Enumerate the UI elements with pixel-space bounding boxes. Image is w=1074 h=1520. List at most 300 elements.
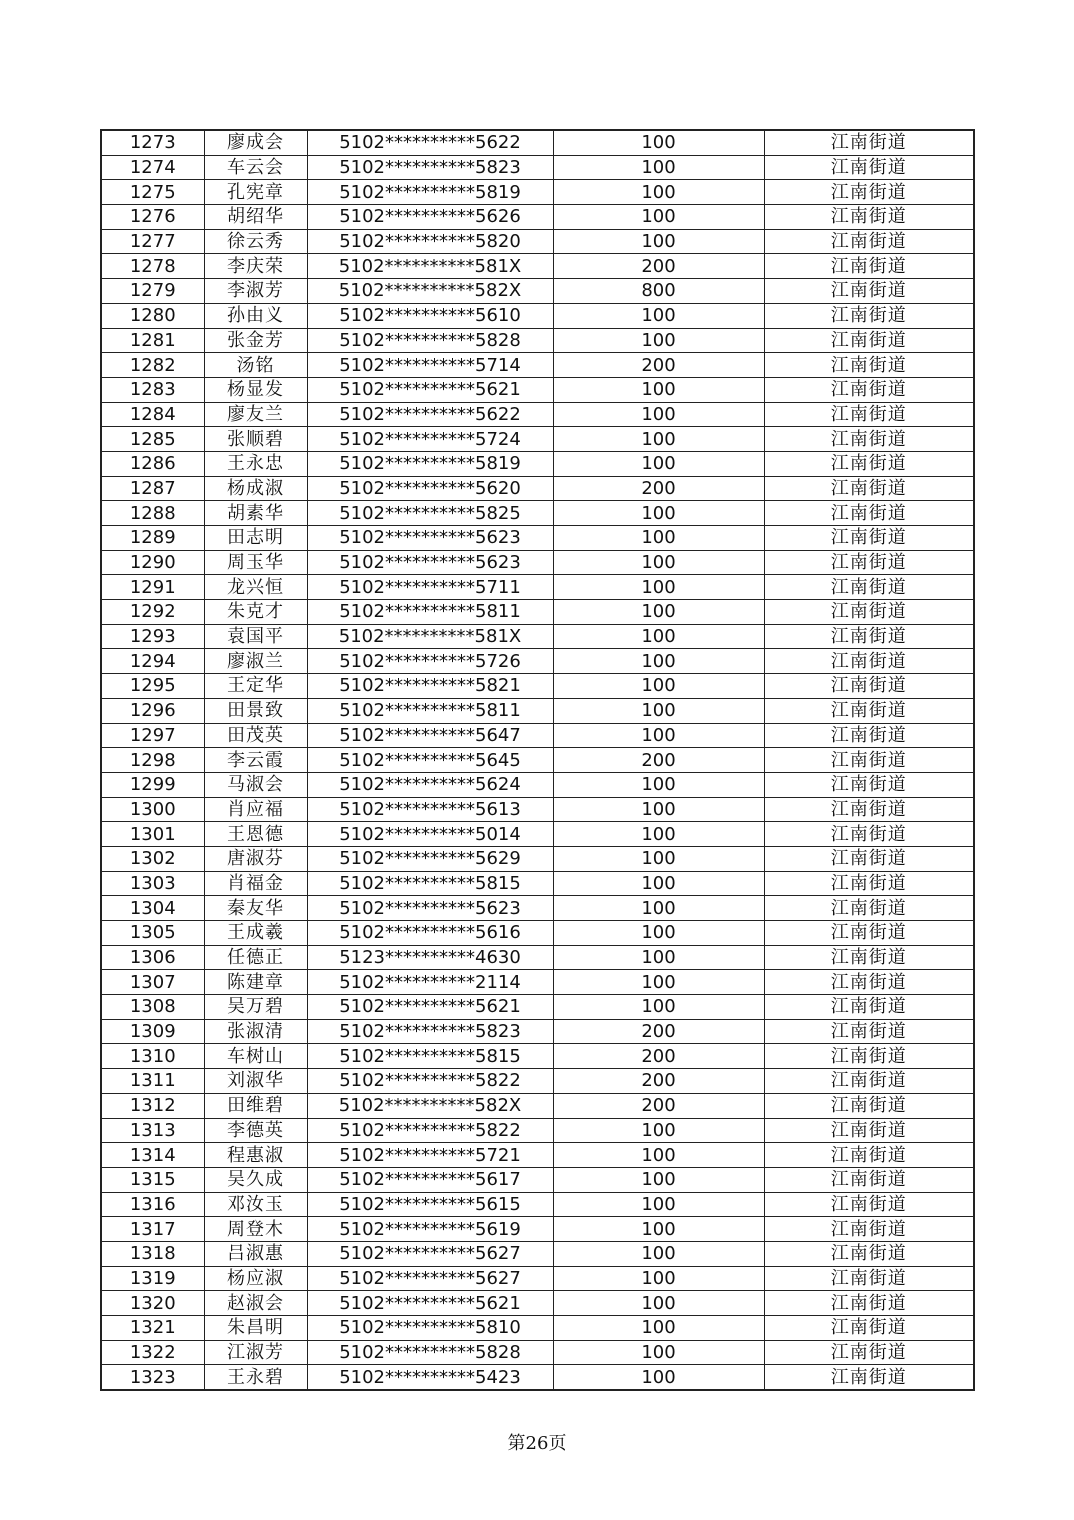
table-row [101, 303, 974, 328]
amount-cell: 100 [553, 1291, 764, 1316]
amount-cell: 200 [553, 1069, 764, 1094]
location-cell: 江南街道 [764, 1093, 974, 1118]
amount-cell: 100 [553, 1143, 764, 1168]
name-cell: 李云霞 [204, 748, 307, 773]
location-cell: 江南街道 [764, 600, 974, 625]
serial-number-cell: 1314 [101, 1143, 204, 1168]
table-row [101, 402, 974, 427]
location-cell: 江南街道 [764, 427, 974, 452]
id-number-cell: 5102**********5821 [307, 674, 553, 699]
location-cell: 江南街道 [764, 1143, 974, 1168]
serial-number-cell: 1276 [101, 205, 204, 230]
serial-number-cell: 1279 [101, 279, 204, 304]
table-row [101, 822, 974, 847]
table-row [101, 1167, 974, 1192]
amount-cell: 100 [553, 1167, 764, 1192]
serial-number-cell: 1280 [101, 303, 204, 328]
location-cell: 江南街道 [764, 1316, 974, 1341]
location-cell: 江南街道 [764, 328, 974, 353]
location-cell: 江南街道 [764, 674, 974, 699]
location-cell: 江南街道 [764, 624, 974, 649]
id-number-cell: 5102**********2114 [307, 970, 553, 995]
table-row [101, 921, 974, 946]
table-row [101, 451, 974, 476]
table-row [101, 723, 974, 748]
id-number-cell: 5102**********5622 [307, 130, 553, 155]
table-row [101, 1217, 974, 1242]
location-cell: 江南街道 [764, 871, 974, 896]
name-cell: 任德正 [204, 945, 307, 970]
name-cell: 秦友华 [204, 896, 307, 921]
table-row [101, 945, 974, 970]
serial-number-cell: 1275 [101, 180, 204, 205]
id-number-cell: 5102**********5619 [307, 1217, 553, 1242]
serial-number-cell: 1291 [101, 575, 204, 600]
amount-cell: 100 [553, 723, 764, 748]
serial-number-cell: 1300 [101, 797, 204, 822]
location-cell: 江南街道 [764, 797, 974, 822]
serial-number-cell: 1310 [101, 1044, 204, 1069]
id-number-cell: 5102**********5627 [307, 1241, 553, 1266]
serial-number-cell: 1311 [101, 1069, 204, 1094]
amount-cell: 100 [553, 772, 764, 797]
location-cell: 江南街道 [764, 1340, 974, 1365]
serial-number-cell: 1273 [101, 130, 204, 155]
id-number-cell: 5102**********581X [307, 624, 553, 649]
name-cell: 陈建章 [204, 970, 307, 995]
serial-number-cell: 1312 [101, 1093, 204, 1118]
amount-cell: 200 [553, 1019, 764, 1044]
name-cell: 廖友兰 [204, 402, 307, 427]
id-number-cell: 5102**********5622 [307, 402, 553, 427]
table-row [101, 353, 974, 378]
serial-number-cell: 1302 [101, 846, 204, 871]
name-cell: 邓汝玉 [204, 1192, 307, 1217]
location-cell: 江南街道 [764, 822, 974, 847]
id-number-cell: 5102**********5825 [307, 501, 553, 526]
amount-cell: 100 [553, 1266, 764, 1291]
location-cell: 江南街道 [764, 1118, 974, 1143]
table-row [101, 748, 974, 773]
id-number-cell: 5102**********5819 [307, 180, 553, 205]
id-number-cell: 5123**********4630 [307, 945, 553, 970]
name-cell: 赵淑会 [204, 1291, 307, 1316]
id-number-cell: 5102**********5820 [307, 229, 553, 254]
serial-number-cell: 1286 [101, 451, 204, 476]
name-cell: 杨应淑 [204, 1266, 307, 1291]
id-number-cell: 5102**********5711 [307, 575, 553, 600]
serial-number-cell: 1320 [101, 1291, 204, 1316]
serial-number-cell: 1293 [101, 624, 204, 649]
amount-cell: 100 [553, 526, 764, 551]
serial-number-cell: 1313 [101, 1118, 204, 1143]
id-number-cell: 5102**********5623 [307, 550, 553, 575]
serial-number-cell: 1297 [101, 723, 204, 748]
serial-number-cell: 1316 [101, 1192, 204, 1217]
table-row [101, 476, 974, 501]
table-row [101, 600, 974, 625]
serial-number-cell: 1322 [101, 1340, 204, 1365]
id-number-cell: 5102**********5645 [307, 748, 553, 773]
location-cell: 江南街道 [764, 846, 974, 871]
amount-cell: 100 [553, 1192, 764, 1217]
serial-number-cell: 1298 [101, 748, 204, 773]
id-number-cell: 5102**********5014 [307, 822, 553, 847]
location-cell: 江南街道 [764, 1167, 974, 1192]
serial-number-cell: 1274 [101, 155, 204, 180]
id-number-cell: 5102**********5815 [307, 1044, 553, 1069]
page-number: 第26页 [507, 1433, 567, 1454]
table-row [101, 797, 974, 822]
serial-number-cell: 1318 [101, 1241, 204, 1266]
amount-cell: 100 [553, 328, 764, 353]
location-cell: 江南街道 [764, 1019, 974, 1044]
table-row [101, 130, 974, 155]
id-number-cell: 5102**********5647 [307, 723, 553, 748]
amount-cell: 100 [553, 205, 764, 230]
name-cell: 廖成会 [204, 130, 307, 155]
name-cell: 张顺碧 [204, 427, 307, 452]
name-cell: 廖淑兰 [204, 649, 307, 674]
id-number-cell: 5102**********5815 [307, 871, 553, 896]
name-cell: 王永忠 [204, 451, 307, 476]
name-cell: 李庆荣 [204, 254, 307, 279]
table-row [101, 896, 974, 921]
id-number-cell: 5102**********5819 [307, 451, 553, 476]
name-cell: 朱克才 [204, 600, 307, 625]
amount-cell: 100 [553, 1365, 764, 1390]
name-cell: 唐淑芬 [204, 846, 307, 871]
amount-cell: 100 [553, 402, 764, 427]
serial-number-cell: 1277 [101, 229, 204, 254]
table-row [101, 846, 974, 871]
name-cell: 江淑芳 [204, 1340, 307, 1365]
name-cell: 李德英 [204, 1118, 307, 1143]
amount-cell: 100 [553, 674, 764, 699]
id-number-cell: 5102**********5811 [307, 698, 553, 723]
location-cell: 江南街道 [764, 1365, 974, 1390]
amount-cell: 200 [553, 476, 764, 501]
table-row [101, 871, 974, 896]
serial-number-cell: 1308 [101, 995, 204, 1020]
name-cell: 王恩德 [204, 822, 307, 847]
name-cell: 胡绍华 [204, 205, 307, 230]
name-cell: 王成羲 [204, 921, 307, 946]
table-row [101, 649, 974, 674]
id-number-cell: 5102**********5828 [307, 1340, 553, 1365]
table-row [101, 1316, 974, 1341]
location-cell: 江南街道 [764, 279, 974, 304]
amount-cell: 200 [553, 1044, 764, 1069]
table-row [101, 575, 974, 600]
table-row [101, 1044, 974, 1069]
id-number-cell: 5102**********5623 [307, 526, 553, 551]
id-number-cell: 5102**********5624 [307, 772, 553, 797]
table-row [101, 155, 974, 180]
name-cell: 王定华 [204, 674, 307, 699]
name-cell: 吴久成 [204, 1167, 307, 1192]
amount-cell: 100 [553, 1118, 764, 1143]
location-cell: 江南街道 [764, 1241, 974, 1266]
amount-cell: 100 [553, 575, 764, 600]
serial-number-cell: 1288 [101, 501, 204, 526]
table-row [101, 205, 974, 230]
amount-cell: 100 [553, 1340, 764, 1365]
name-cell: 吕淑惠 [204, 1241, 307, 1266]
serial-number-cell: 1301 [101, 822, 204, 847]
table-row [101, 550, 974, 575]
amount-cell: 100 [553, 180, 764, 205]
table-row [101, 1093, 974, 1118]
table-row [101, 1192, 974, 1217]
location-cell: 江南街道 [764, 1291, 974, 1316]
serial-number-cell: 1306 [101, 945, 204, 970]
table-row [101, 1118, 974, 1143]
serial-number-cell: 1281 [101, 328, 204, 353]
amount-cell: 100 [553, 797, 764, 822]
table-row [101, 1291, 974, 1316]
location-cell: 江南街道 [764, 451, 974, 476]
amount-cell: 100 [553, 995, 764, 1020]
id-number-cell: 5102**********5620 [307, 476, 553, 501]
table-row [101, 427, 974, 452]
table-row [101, 772, 974, 797]
name-cell: 龙兴恒 [204, 575, 307, 600]
id-number-cell: 5102**********5626 [307, 205, 553, 230]
table-row [101, 180, 974, 205]
amount-cell: 100 [553, 921, 764, 946]
serial-number-cell: 1304 [101, 896, 204, 921]
serial-number-cell: 1290 [101, 550, 204, 575]
location-cell: 江南街道 [764, 1192, 974, 1217]
name-cell: 李淑芳 [204, 279, 307, 304]
name-cell: 张金芳 [204, 328, 307, 353]
location-cell: 江南街道 [764, 1266, 974, 1291]
serial-number-cell: 1285 [101, 427, 204, 452]
location-cell: 江南街道 [764, 205, 974, 230]
location-cell: 江南街道 [764, 402, 974, 427]
location-cell: 江南街道 [764, 772, 974, 797]
id-number-cell: 5102**********5714 [307, 353, 553, 378]
id-number-cell: 5102**********5822 [307, 1118, 553, 1143]
roster-table-container [100, 129, 973, 1391]
serial-number-cell: 1289 [101, 526, 204, 551]
name-cell: 车云会 [204, 155, 307, 180]
serial-number-cell: 1282 [101, 353, 204, 378]
serial-number-cell: 1315 [101, 1167, 204, 1192]
name-cell: 杨显发 [204, 377, 307, 402]
location-cell: 江南街道 [764, 649, 974, 674]
id-number-cell: 5102**********5615 [307, 1192, 553, 1217]
table-row [101, 995, 974, 1020]
table-row [101, 1241, 974, 1266]
table-row [101, 328, 974, 353]
amount-cell: 800 [553, 279, 764, 304]
location-cell: 江南街道 [764, 921, 974, 946]
location-cell: 江南街道 [764, 501, 974, 526]
id-number-cell: 5102**********5811 [307, 600, 553, 625]
id-number-cell: 5102**********5613 [307, 797, 553, 822]
amount-cell: 200 [553, 748, 764, 773]
location-cell: 江南街道 [764, 180, 974, 205]
serial-number-cell: 1317 [101, 1217, 204, 1242]
name-cell: 刘淑华 [204, 1069, 307, 1094]
roster-table-body [101, 130, 974, 1390]
table-row [101, 526, 974, 551]
name-cell: 马淑会 [204, 772, 307, 797]
location-cell: 江南街道 [764, 970, 974, 995]
name-cell: 田茂英 [204, 723, 307, 748]
table-row [101, 1340, 974, 1365]
id-number-cell: 5102**********5810 [307, 1316, 553, 1341]
name-cell: 孙由义 [204, 303, 307, 328]
serial-number-cell: 1319 [101, 1266, 204, 1291]
serial-number-cell: 1292 [101, 600, 204, 625]
location-cell: 江南街道 [764, 1217, 974, 1242]
location-cell: 江南街道 [764, 526, 974, 551]
amount-cell: 100 [553, 303, 764, 328]
location-cell: 江南街道 [764, 896, 974, 921]
id-number-cell: 5102**********5621 [307, 995, 553, 1020]
name-cell: 张淑清 [204, 1019, 307, 1044]
table-row [101, 1019, 974, 1044]
amount-cell: 100 [553, 600, 764, 625]
amount-cell: 100 [553, 649, 764, 674]
location-cell: 江南街道 [764, 945, 974, 970]
amount-cell: 100 [553, 970, 764, 995]
location-cell: 江南街道 [764, 476, 974, 501]
location-cell: 江南街道 [764, 353, 974, 378]
location-cell: 江南街道 [764, 130, 974, 155]
id-number-cell: 5102**********5616 [307, 921, 553, 946]
serial-number-cell: 1305 [101, 921, 204, 946]
serial-number-cell: 1295 [101, 674, 204, 699]
name-cell: 吴万碧 [204, 995, 307, 1020]
name-cell: 肖福金 [204, 871, 307, 896]
name-cell: 徐云秀 [204, 229, 307, 254]
table-row [101, 1143, 974, 1168]
location-cell: 江南街道 [764, 1044, 974, 1069]
name-cell: 胡素华 [204, 501, 307, 526]
id-number-cell: 5102**********5823 [307, 155, 553, 180]
name-cell: 程惠淑 [204, 1143, 307, 1168]
serial-number-cell: 1294 [101, 649, 204, 674]
location-cell: 江南街道 [764, 377, 974, 402]
serial-number-cell: 1284 [101, 402, 204, 427]
id-number-cell: 5102**********5828 [307, 328, 553, 353]
table-row [101, 229, 974, 254]
id-number-cell: 5102**********5724 [307, 427, 553, 452]
amount-cell: 200 [553, 353, 764, 378]
name-cell: 汤铭 [204, 353, 307, 378]
table-row [101, 1365, 974, 1390]
serial-number-cell: 1299 [101, 772, 204, 797]
name-cell: 田维碧 [204, 1093, 307, 1118]
id-number-cell: 5102**********5621 [307, 1291, 553, 1316]
location-cell: 江南街道 [764, 575, 974, 600]
id-number-cell: 5102**********582X [307, 1093, 553, 1118]
location-cell: 江南街道 [764, 303, 974, 328]
location-cell: 江南街道 [764, 254, 974, 279]
amount-cell: 100 [553, 155, 764, 180]
amount-cell: 100 [553, 624, 764, 649]
serial-number-cell: 1296 [101, 698, 204, 723]
id-number-cell: 5102**********5623 [307, 896, 553, 921]
amount-cell: 100 [553, 377, 764, 402]
id-number-cell: 5102**********5617 [307, 1167, 553, 1192]
name-cell: 朱昌明 [204, 1316, 307, 1341]
serial-number-cell: 1303 [101, 871, 204, 896]
amount-cell: 100 [553, 698, 764, 723]
id-number-cell: 5102**********5822 [307, 1069, 553, 1094]
location-cell: 江南街道 [764, 229, 974, 254]
table-row [101, 970, 974, 995]
id-number-cell: 5102**********5423 [307, 1365, 553, 1390]
table-row [101, 698, 974, 723]
amount-cell: 200 [553, 254, 764, 279]
id-number-cell: 5102**********581X [307, 254, 553, 279]
id-number-cell: 5102**********5627 [307, 1266, 553, 1291]
amount-cell: 100 [553, 501, 764, 526]
amount-cell: 100 [553, 945, 764, 970]
location-cell: 江南街道 [764, 1069, 974, 1094]
location-cell: 江南街道 [764, 698, 974, 723]
location-cell: 江南街道 [764, 995, 974, 1020]
amount-cell: 100 [553, 427, 764, 452]
amount-cell: 100 [553, 871, 764, 896]
serial-number-cell: 1278 [101, 254, 204, 279]
serial-number-cell: 1323 [101, 1365, 204, 1390]
name-cell: 田志明 [204, 526, 307, 551]
table-row [101, 624, 974, 649]
serial-number-cell: 1307 [101, 970, 204, 995]
name-cell: 袁国平 [204, 624, 307, 649]
amount-cell: 100 [553, 846, 764, 871]
location-cell: 江南街道 [764, 550, 974, 575]
name-cell: 周登木 [204, 1217, 307, 1242]
table-row [101, 501, 974, 526]
serial-number-cell: 1283 [101, 377, 204, 402]
id-number-cell: 5102**********5610 [307, 303, 553, 328]
name-cell: 孔宪章 [204, 180, 307, 205]
table-row [101, 674, 974, 699]
roster-table [100, 129, 975, 1391]
serial-number-cell: 1287 [101, 476, 204, 501]
location-cell: 江南街道 [764, 748, 974, 773]
amount-cell: 100 [553, 1217, 764, 1242]
name-cell: 周玉华 [204, 550, 307, 575]
id-number-cell: 5102**********5726 [307, 649, 553, 674]
table-row [101, 1069, 974, 1094]
amount-cell: 100 [553, 550, 764, 575]
table-row [101, 1266, 974, 1291]
amount-cell: 100 [553, 1316, 764, 1341]
name-cell: 肖应福 [204, 797, 307, 822]
location-cell: 江南街道 [764, 723, 974, 748]
amount-cell: 100 [553, 229, 764, 254]
name-cell: 王永碧 [204, 1365, 307, 1390]
amount-cell: 100 [553, 451, 764, 476]
serial-number-cell: 1321 [101, 1316, 204, 1341]
location-cell: 江南街道 [764, 155, 974, 180]
name-cell: 车树山 [204, 1044, 307, 1069]
amount-cell: 100 [553, 1241, 764, 1266]
id-number-cell: 5102**********5721 [307, 1143, 553, 1168]
id-number-cell: 5102**********582X [307, 279, 553, 304]
amount-cell: 100 [553, 130, 764, 155]
name-cell: 杨成淑 [204, 476, 307, 501]
id-number-cell: 5102**********5621 [307, 377, 553, 402]
